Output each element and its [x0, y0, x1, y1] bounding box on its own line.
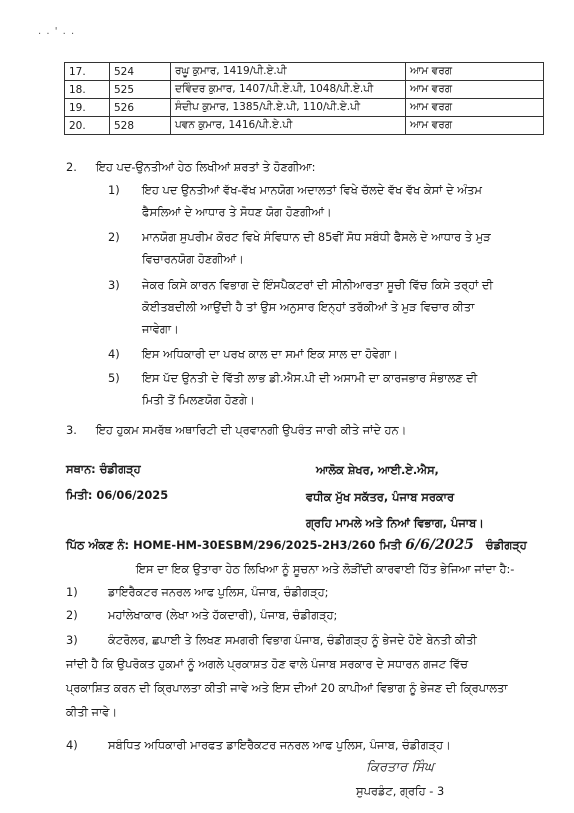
endorsement-date-label: ਮਿਤੀ — [379, 538, 402, 552]
category: ਆਮ ਵਰਗ — [406, 99, 544, 117]
order-date: ਮਿਤੀ: 06/06/2025 — [66, 488, 169, 502]
endorsement-date: 6/6/2025 — [405, 537, 474, 553]
copy-4-number: 4) — [66, 738, 78, 752]
endorsement-place: ਚੰਡੀਗੜ੍ਹ — [485, 538, 527, 552]
officer-designation: ਵਧੀਕ ਮੁੱਖ ਸਕੱਤਰ, ਪੰਜਾਬ ਸਰਕਾਰ — [306, 490, 455, 504]
copy-4-text: ਸਬੰਧਿਤ ਅਧਿਕਾਰੀ ਮਾਰਫਤ ਡਾਇਰੈਕਟਰ ਜਨਰਲ ਆਫ ਪੁਲਿਸ, ਪੰਜਾਬ, ਚੰਡੀਗੜ੍ਹ। — [108, 738, 451, 752]
copy-3-line-3: ਪ੍ਰਕਾਸ਼ਿਤ ਕਰਨ ਦੀ ਕ੍ਰਿਪਾਲਤਾ ਕੀਤੀ ਜਾਵੇ ਅਤੇ ਇਸ ਦੀਆਂ 20 ਕਾਪੀਆਂ ਵਿਭਾਗ ਨੂੰ ਭੇਜਣ ਦੀ ਕ੍ਰਿਪਾਲਤਾ — [66, 681, 508, 695]
condition-1-line-1: ਇਹ ਪਦ ਉਨਤੀਆਂ ਵੱਖ-ਵੱਖ ਮਾਨਯੋਗ ਅਦਾਲਤਾਂ ਵਿਖੇ ਚੱਲਦੇ ਵੱਖ ਵੱਖ ਕੇਸਾਂ ਦੇ ਅੰਤਮ — [142, 183, 482, 197]
section-3-number: 3. — [66, 423, 77, 437]
condition-3-line-3: ਜਾਵੇਗਾ। — [142, 322, 179, 336]
promotion-table — [64, 62, 544, 135]
condition-5-line-2: ਮਿਤੀ ਤੋਂ ਮਿਲਣਯੋਗ ਹੋਣਗੇ। — [142, 393, 255, 407]
copy-1-number: 1) — [66, 585, 78, 599]
serial-number: 17. — [65, 63, 110, 81]
copy-3-line-4: ਕੀਤੀ ਜਾਵੇ। — [66, 705, 118, 719]
serial-number: 20. — [65, 117, 110, 135]
seniority-number: 524 — [110, 63, 171, 81]
section-3-text: ਇਹ ਹੁਕਮ ਸਮਰੱਥ ਅਥਾਰਿਟੀ ਦੀ ਪ੍ਰਵਾਨਗੀ ਉਪਰੰਤ ਜਾਰੀ ਕੀਤੇ ਜਾਂਦੇ ਹਨ। — [96, 423, 407, 437]
table-row — [65, 63, 544, 81]
section-2-number: 2. — [66, 160, 77, 174]
stray-marks: . . ' . . — [38, 26, 76, 37]
serial-number: 18. — [65, 81, 110, 99]
copy-3-number: 3) — [66, 633, 78, 647]
copy-3-line-1: ਕੰਟਰੋਲਰ, ਛਪਾਈ ਤੇ ਲਿਖਣ ਸਮਗਰੀ ਵਿਭਾਗ ਪੰਜਾਬ, ਚੰਡੀਗੜ੍ਹ ਨੂੰ ਭੇਜਦੇ ਹੋਏ ਬੇਨਤੀ ਕੀਤੀ — [108, 633, 477, 647]
officer-name: ਰਘੂ ਕੁਮਾਰ, 1419/ਪੀ.ਏ.ਪੀ — [171, 63, 406, 81]
seniority-number: 525 — [110, 81, 171, 99]
handwritten-signature: ਕਿਰਤਾਰ ਸਿੰਘ — [366, 760, 434, 775]
copy-2-text: ਮਹਾਂਲੇਖਾਕਾਰ (ਲੇਖਾ ਅਤੇ ਹੱਕਦਾਰੀ), ਪੰਜਾਬ, ਚੰਡੀਗੜ੍ਹ; — [108, 608, 338, 622]
category: ਆਮ ਵਰਗ — [406, 81, 544, 99]
condition-3-line-1: ਜੇਕਰ ਕਿਸੇ ਕਾਰਨ ਵਿਭਾਗ ਦੇ ਇੰਸਪੈਕਟਰਾਂ ਦੀ ਸੀਨੀਆਰਤਾ ਸੂਚੀ ਵਿੱਚ ਕਿਸੇ ਤਰ੍ਹਾਂ ਦੀ — [142, 278, 493, 292]
copy-3-line-2: ਜਾਂਦੀ ਹੈ ਕਿ ਉਪਰੋਕਤ ਹੁਕਮਾਂ ਨੂੰ ਅਗਲੇ ਪ੍ਰਕਾਸ਼ਤ ਹੋਣ ਵਾਲੇ ਪੰਜਾਬ ਸਰਕਾਰ ਦੇ ਸਧਾਰਨ ਗਜਟ ਵਿੱਚ — [66, 657, 468, 671]
officer-department: ਗ੍ਰਹਿ ਮਾਮਲੇ ਅਤੇ ਨਿਆਂ ਵਿਭਾਗ, ਪੰਜਾਬ। — [306, 516, 484, 530]
table-row — [65, 81, 544, 99]
officer-name: ਦਵਿੰਦਰ ਕੁਮਾਰ, 1407/ਪੀ.ਏ.ਪੀ, 1048/ਪੀ.ਏ.ਪੀ — [171, 81, 406, 99]
condition-1-line-2: ਫੈਸਲਿਆਂ ਦੇ ਆਧਾਰ ਤੇ ਸੋਧਣ ਯੋਗ ਹੋਣਗੀਆਂ। — [142, 205, 332, 219]
category: ਆਮ ਵਰਗ — [406, 117, 544, 135]
condition-4-line-1: ਇਸ ਅਧਿਕਾਰੀ ਦਾ ਪਰਖ ਕਾਲ ਦਾ ਸਮਾਂ ਇਕ ਸਾਲ ਦਾ ਹੋਵੇਗਾ। — [142, 347, 399, 361]
copy-1-text: ਡਾਇਰੈਕਟਰ ਜਨਰਲ ਆਫ ਪੁਲਿਸ, ਪੰਜਾਬ, ਚੰਡੀਗੜ੍ਹ; — [108, 585, 329, 599]
condition-2-line-2: ਵਿਚਾਰਨਯੋਗ ਹੋਣਗੀਆਂ। — [142, 252, 244, 266]
endorsement-number: HOME-HM-30ESBM/296/2025-2H3/260 — [133, 538, 376, 552]
seniority-number: 526 — [110, 99, 171, 117]
condition-1-number: 1) — [108, 183, 120, 197]
condition-4-number: 4) — [108, 347, 120, 361]
endorsement-line — [66, 538, 527, 553]
copy-intro: ਇਸ ਦਾ ਇਕ ਉਤਾਰਾ ਹੇਠ ਲਿਖਿਆ ਨੂੰ ਸੂਚਨਾ ਅਤੇ ਲੋੜੀਂਦੀ ਕਾਰਵਾਈ ਹਿੱਤ ਭੇਜਿਆ ਜਾਂਦਾ ਹੈ:- — [136, 562, 515, 576]
copy-2-number: 2) — [66, 608, 78, 622]
condition-5-number: 5) — [108, 371, 120, 385]
serial-number: 19. — [65, 99, 110, 117]
seniority-number: 528 — [110, 117, 171, 135]
officer-name: ਸੰਦੀਪ ਕੁਮਾਰ, 1385/ਪੀ.ਏ.ਪੀ, 110/ਪੀ.ਏ.ਪੀ — [171, 99, 406, 117]
table-row — [65, 99, 544, 117]
condition-5-line-1: ਇਸ ਪੱਦ ਉਨਤੀ ਦੇ ਵਿੱਤੀ ਲਾਭ ਡੀ.ਐਸ.ਪੀ ਦੀ ਅਸਾਮੀ ਦਾ ਕਾਰਜਭਾਰ ਸੰਭਾਲਣ ਦੀ — [142, 371, 478, 385]
condition-2-number: 2) — [108, 230, 120, 244]
section-2-heading: ਇਹ ਪਦ-ਉਨਤੀਆਂ ਹੇਠ ਲਿਖੀਆਂ ਸ਼ਰਤਾਂ ਤੇ ਹੋਣਗੀਆ: — [96, 160, 316, 174]
category: ਆਮ ਵਰਗ — [406, 63, 544, 81]
place: ਸਥਾਨ: ਚੰਡੀਗੜ੍ਹ — [66, 462, 141, 476]
superintendent-designation: ਸੁਪਰਡੰਟ, ਗ੍ਰਹਿ - 3 — [356, 784, 445, 798]
condition-2-line-1: ਮਾਨਯੋਗ ਸੁਪਰੀਮ ਕੋਰਟ ਵਿਖੇ ਸੰਵਿਧਾਨ ਦੀ 85ਵੀਂ ਸੋਧ ਸਬੰਧੀ ਫੈਸਲੇ ਦੇ ਆਧਾਰ ਤੇ ਮੁੜ — [142, 230, 491, 244]
endorsement-prefix: ਪਿੱਠ ਅੰਕਣ ਨੰ: — [66, 538, 130, 552]
condition-3-number: 3) — [108, 278, 120, 292]
officer-name: ਪਵਨ ਕੁਮਾਰ, 1416/ਪੀ.ਏ.ਪੀ — [171, 117, 406, 135]
condition-3-line-2: ਕੋਈਤਬਦੀਲੀ ਆਉਂਦੀ ਹੈ ਤਾਂ ਉਸ ਅਨੁਸਾਰ ਇਨ੍ਹਾਂ ਤਰੱਕੀਆਂ ਤੇ ਮੁੜ ਵਿਚਾਰ ਕੀਤਾ — [142, 300, 475, 314]
table-row — [65, 117, 544, 135]
officer-name: ਆਲੋਕ ਸ਼ੇਖਰ, ਆਈ.ਏ.ਐਸ, — [316, 463, 439, 477]
